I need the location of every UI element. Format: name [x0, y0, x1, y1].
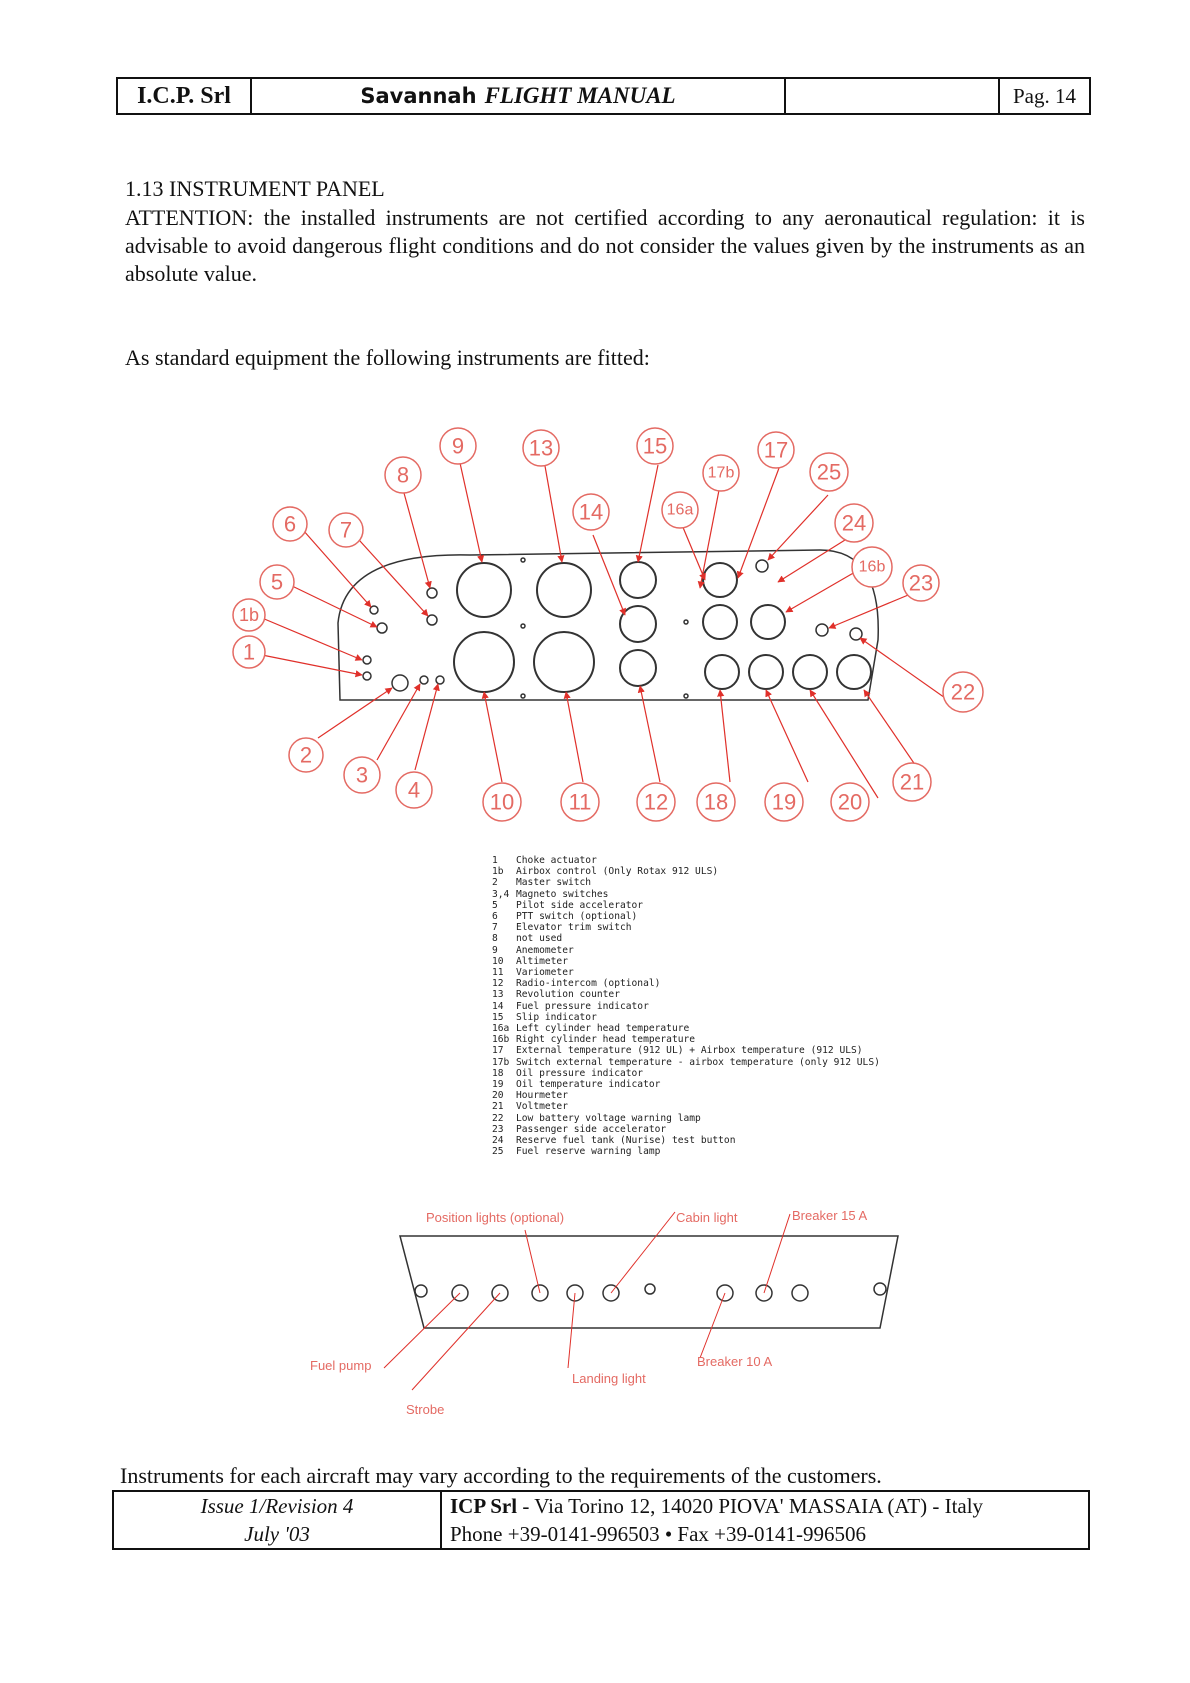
callout-23: 23	[908, 570, 934, 596]
legend-item	[492, 933, 972, 944]
legend-item	[492, 967, 972, 978]
label-breaker-10: Breaker 10 A	[697, 1354, 773, 1369]
legend-number: 6	[492, 911, 498, 923]
legend-item	[492, 978, 972, 989]
control-1	[363, 672, 371, 680]
footer-note: Instruments for each aircraft may vary according to the requirements of the customers.	[120, 1463, 882, 1488]
instrument-10	[454, 632, 514, 692]
legend-text: Variometer	[516, 967, 574, 979]
legend-item	[492, 922, 972, 933]
switch-panel	[400, 1236, 898, 1328]
legend-item	[492, 989, 972, 1000]
manual-name: FLIGHT MANUAL	[484, 83, 676, 108]
callout-1: 1	[242, 639, 256, 665]
callout-13: 13	[528, 435, 554, 461]
section-title: 1.13 INSTRUMENT PANEL	[125, 176, 385, 201]
legend-number: 21	[492, 1101, 504, 1113]
legend-item	[492, 889, 972, 900]
legend-number: 1	[492, 855, 498, 866]
legend-text: Left cylinder head temperature	[516, 1023, 690, 1035]
legend-number: 3,4	[492, 888, 510, 900]
page-number: Pag. 14	[1013, 83, 1076, 108]
legend-text: Pilot side accelerator	[516, 899, 644, 911]
callout-8: 8	[396, 462, 410, 488]
legend-number: 22	[492, 1112, 504, 1124]
legend-text: Fuel reserve warning lamp	[516, 1146, 661, 1158]
label-strobe: Strobe	[406, 1402, 445, 1417]
address-text: - Via Torino 12, 14020 PIOVA' MASSAIA (AT) - Italy	[517, 1494, 984, 1518]
manual-brand: Savannah	[360, 84, 477, 108]
issue-revision: Issue 1/Revision 4	[200, 1494, 354, 1518]
control-1b	[363, 656, 371, 664]
legend-text: Magneto switches	[516, 888, 609, 900]
legend-item	[492, 1101, 972, 1112]
legend-number: 19	[492, 1079, 504, 1091]
legend-item	[492, 1079, 972, 1090]
callout-22: 22	[950, 679, 976, 705]
control-23	[816, 624, 828, 636]
legend-number: 24	[492, 1135, 504, 1147]
legend-item	[492, 1068, 972, 1079]
instrument-12	[620, 650, 656, 686]
legend-text: Right cylinder head temperature	[516, 1034, 696, 1046]
control-small-a	[521, 558, 525, 562]
legend-item	[492, 866, 972, 877]
instrument-20	[793, 655, 827, 689]
legend-item	[492, 1113, 972, 1124]
control-2	[392, 675, 408, 691]
legend-number: 17	[492, 1045, 504, 1057]
legend-text: Slip indicator	[516, 1011, 597, 1023]
issue-date: July '03	[244, 1522, 310, 1546]
legend-item	[492, 1146, 972, 1157]
control-3	[420, 676, 428, 684]
callout-17: 17	[763, 437, 789, 463]
legend-text: Anemometer	[516, 944, 574, 956]
legend-item	[492, 855, 972, 866]
page-footer	[112, 1490, 1090, 1550]
instrument-15	[620, 606, 656, 642]
attention-paragraph: ATTENTION: the installed instruments are not certified according to any aeronautical regulation: it is advisable to avoid dangerous flight conditions and do not consider the values given by the instruments as an absolute value.	[125, 205, 1085, 286]
legend-item	[492, 1135, 972, 1146]
legend-text: Reserve fuel tank (Nurise) test button	[516, 1135, 736, 1147]
legend-text: PTT switch (optional)	[516, 911, 638, 923]
legend-number: 5	[492, 899, 498, 911]
legend-number: 20	[492, 1090, 504, 1102]
callout-3: 3	[355, 762, 369, 788]
legend-item	[492, 900, 972, 911]
company-phone-fax: Phone +39-0141-996503 • Fax +39-0141-996506	[450, 1522, 867, 1546]
control-7	[427, 615, 437, 625]
legend-text: Revolution counter	[516, 989, 620, 1001]
callout-16a: 16a	[666, 501, 694, 519]
legend-number: 10	[492, 955, 504, 967]
instrument-9	[457, 563, 511, 617]
legend-number: 25	[492, 1146, 504, 1158]
legend-number: 9	[492, 944, 498, 956]
legend-text: Choke actuator	[516, 855, 597, 866]
legend-text: Airbox control (Only Rotax 912 ULS)	[516, 866, 719, 878]
legend-item	[492, 911, 972, 922]
legend-item	[492, 1034, 972, 1045]
legend-text: Voltmeter	[516, 1101, 568, 1113]
legend-item	[492, 1090, 972, 1101]
callout-25: 25	[816, 459, 842, 485]
callout-24: 24	[841, 510, 867, 536]
instrument-14	[620, 562, 656, 598]
legend-text: Passenger side accelerator	[516, 1123, 667, 1135]
legend-item	[492, 1023, 972, 1034]
callout-19: 19	[771, 789, 797, 815]
legend-item	[492, 1001, 972, 1012]
legend-text: Radio-intercom (optional)	[516, 978, 661, 990]
callout-15: 15	[642, 433, 668, 459]
control-4	[436, 676, 444, 684]
company-address	[450, 1492, 1088, 1520]
callout-10: 10	[489, 789, 515, 815]
footer-issue-cell	[114, 1492, 442, 1548]
company-name: I.C.P. Srl	[118, 79, 252, 113]
legend-number: 23	[492, 1123, 504, 1135]
callout-16b: 16b	[858, 558, 886, 576]
control-17b	[756, 560, 768, 572]
legend-text: External temperature (912 UL) + Airbox temperature (912 ULS)	[516, 1045, 863, 1057]
label-breaker-15: Breaker 15 A	[792, 1208, 868, 1223]
callout-4: 4	[407, 777, 421, 803]
legend-number: 2	[492, 877, 498, 889]
legend-item	[492, 1057, 972, 1068]
intro-paragraph: As standard equipment the following instruments are fitted:	[125, 345, 650, 370]
callout-1b: 1b	[238, 605, 260, 625]
legend-number: 13	[492, 989, 504, 1001]
legend-text: Hourmeter	[516, 1090, 568, 1102]
instrument-legend	[492, 855, 972, 1157]
footer-company-cell	[442, 1492, 1088, 1548]
instrument-16a	[703, 563, 737, 597]
control-small-c	[521, 694, 525, 698]
callout-18: 18	[703, 789, 729, 815]
instrument-11	[534, 632, 594, 692]
callout-2: 2	[299, 742, 313, 768]
control-8	[427, 588, 437, 598]
label-landing-light: Landing light	[572, 1371, 646, 1386]
callout-9: 9	[451, 433, 465, 459]
callout-21: 21	[899, 769, 925, 795]
legend-text: not used	[516, 933, 563, 945]
legend-item	[492, 945, 972, 956]
callout-5: 5	[270, 569, 284, 595]
legend-text: Oil temperature indicator	[516, 1079, 661, 1091]
legend-number: 14	[492, 1000, 504, 1012]
legend-number: 16b	[492, 1034, 510, 1046]
callout-14: 14	[578, 499, 604, 525]
callout-20: 20	[837, 789, 863, 815]
control-6	[370, 606, 378, 614]
callout-17b: 17b	[707, 464, 735, 482]
callout-12: 12	[643, 789, 669, 815]
legend-item	[492, 1045, 972, 1056]
control-small-b	[521, 624, 525, 628]
legend-text: Elevator trim switch	[516, 922, 632, 934]
legend-text: Switch external temperature - airbox temperature (only 912 ULS)	[516, 1056, 880, 1068]
legend-item	[492, 1012, 972, 1023]
callout-6: 6	[283, 511, 297, 537]
legend-text: Master switch	[516, 877, 592, 889]
legend-item	[492, 877, 972, 888]
instrument-21	[837, 655, 871, 689]
legend-number: 16a	[492, 1023, 510, 1035]
legend-text: Oil pressure indicator	[516, 1067, 644, 1079]
instrument-17	[703, 605, 737, 639]
legend-text: Altimeter	[516, 955, 568, 967]
control-5	[377, 623, 387, 633]
instrument-16b	[751, 605, 785, 639]
callout-11: 11	[568, 789, 592, 815]
legend-number: 17b	[492, 1056, 510, 1068]
legend-text: Low battery voltage warning lamp	[516, 1112, 701, 1124]
label-fuel-pump: Fuel pump	[310, 1358, 372, 1373]
legend-number: 11	[492, 967, 504, 979]
legend-text: Fuel pressure indicator	[516, 1000, 649, 1012]
control-small-e	[684, 694, 688, 698]
legend-number: 1b	[492, 866, 504, 878]
legend-number: 18	[492, 1067, 504, 1079]
company-bold: ICP Srl	[450, 1494, 518, 1518]
label-cabin-light: Cabin light	[676, 1210, 738, 1225]
legend-number: 12	[492, 978, 504, 990]
legend-number: 15	[492, 1011, 504, 1023]
legend-number: 8	[492, 933, 498, 945]
label-position-lights: Position lights (optional)	[426, 1210, 565, 1225]
instrument-19	[749, 655, 783, 689]
legend-item	[492, 1124, 972, 1135]
instrument-18	[705, 655, 739, 689]
control-small-d	[684, 620, 688, 624]
legend-item	[492, 956, 972, 967]
callout-7: 7	[339, 517, 353, 543]
instrument-13	[537, 563, 591, 617]
legend-number: 7	[492, 922, 498, 934]
